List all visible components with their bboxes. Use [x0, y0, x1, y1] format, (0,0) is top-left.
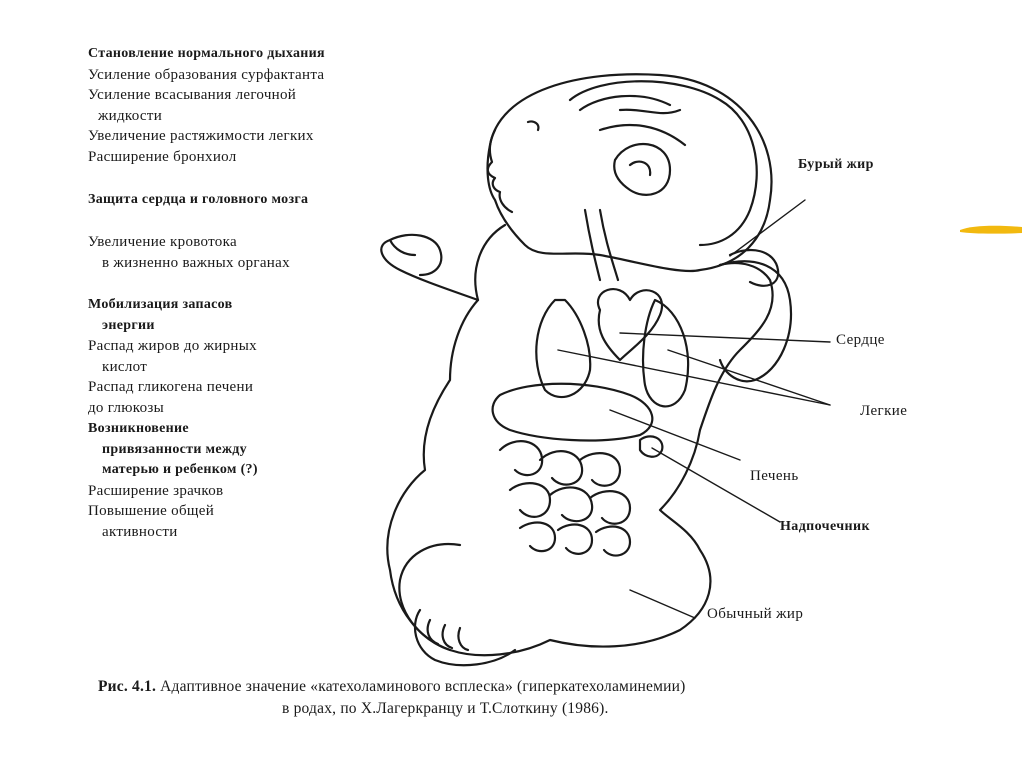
- list-item: в жизненно важных органах: [102, 254, 290, 271]
- adrenal: [640, 436, 662, 456]
- lung-right: [643, 300, 688, 406]
- section-title-protection: Защита сердца и головного мозга: [88, 192, 309, 207]
- face-profile: [488, 130, 512, 212]
- list-item: Повышение общей: [88, 503, 215, 519]
- caption-line-1-text: Адаптивное значение «катехоламинового всплеска» (гиперкатехоламинемии): [156, 678, 686, 695]
- section-title-attachment: Возникновение: [88, 421, 189, 436]
- left-text-energy: [88, 295, 257, 418]
- caption-line-1: [98, 676, 938, 698]
- leader-heart: [620, 333, 830, 342]
- lung-left: [536, 300, 590, 397]
- list-item: Распад гликогена печени: [88, 379, 254, 395]
- list-item: до глюкозы: [88, 399, 164, 416]
- figure-caption: [98, 676, 938, 720]
- arm-raised: [381, 235, 478, 300]
- list-item: активности: [102, 523, 178, 540]
- list-item: Усиление образования сурфактанта: [88, 66, 325, 83]
- left-text-column: [88, 44, 325, 167]
- leg: [399, 544, 460, 650]
- list-item: Расширение зрачков: [88, 482, 224, 499]
- section-title-attachment-cont: привязанности между: [102, 441, 247, 457]
- trachea: [585, 210, 600, 280]
- leader-regular-fat: [630, 590, 695, 618]
- section-title-attachment-cont2: матерью и ребенком (?): [102, 462, 258, 477]
- intestines: [500, 441, 630, 555]
- eye: [528, 121, 538, 130]
- leader-adrenal: [652, 448, 780, 522]
- label-heart: Сердце: [836, 332, 885, 348]
- list-item: Увеличение растяжимости легких: [88, 128, 314, 144]
- section-title-energy-cont: энергии: [102, 317, 155, 333]
- label-brown-fat: Бурый жир: [798, 157, 874, 172]
- label-regular-fat: Обычный жир: [707, 606, 804, 622]
- infant-anatomy-illustration: [300, 50, 940, 680]
- list-item: Усиление всасывания легочной: [88, 87, 297, 103]
- brain: [570, 81, 757, 245]
- section-title-breathing: Становление нормального дыхания: [88, 46, 325, 61]
- left-text-attachment: [88, 419, 258, 542]
- liver: [493, 384, 653, 441]
- brush-stroke: [960, 226, 1022, 234]
- arm-right: [720, 261, 791, 381]
- list-item: кислот: [102, 358, 148, 375]
- label-adrenal: Надпочечник: [780, 519, 870, 534]
- leader-liver: [610, 410, 740, 460]
- head-outline: [488, 74, 772, 271]
- left-text-protection: [88, 190, 308, 211]
- list-item: Распад жиров до жирных: [88, 338, 257, 354]
- label-lungs: Легкие: [860, 403, 908, 419]
- list-item: Увеличение кровотока: [88, 234, 237, 250]
- yellow-brush-mark: [958, 222, 1024, 236]
- left-text-protection-items: [88, 232, 290, 273]
- list-item: Расширение бронхиол: [88, 148, 237, 165]
- section-title-energy: Мобилизация запасов: [88, 297, 233, 312]
- heart: [598, 289, 662, 360]
- ear: [614, 144, 670, 195]
- label-liver: Печень: [750, 468, 799, 484]
- caption-line-2: в родах, по Х.Лагеркранцу и Т.Слоткину (1986).: [282, 700, 609, 717]
- list-item: жидкости: [98, 107, 163, 124]
- caption-figure-number: Рис. 4.1.: [98, 678, 157, 695]
- infant-anatomy-svg: [300, 50, 940, 680]
